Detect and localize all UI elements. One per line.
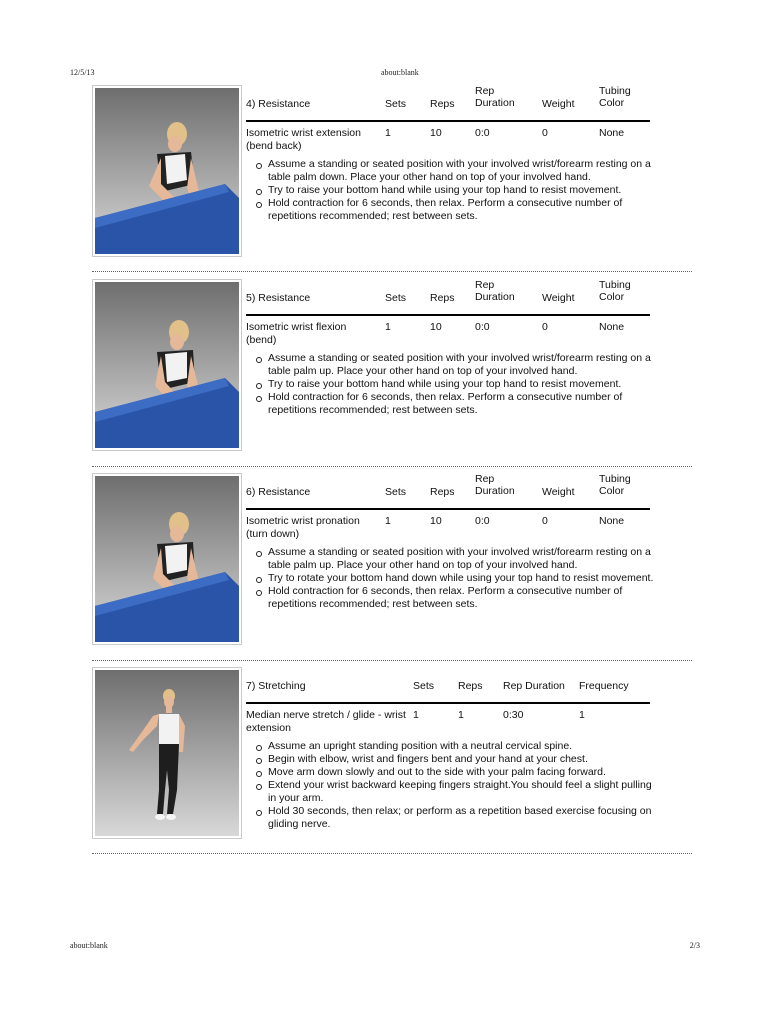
sets-value: 1 — [413, 709, 419, 721]
table-row — [246, 316, 650, 350]
table-header — [246, 279, 650, 316]
section-divider — [92, 466, 692, 467]
instruction-item: Try to raise your bottom hand while using your top hand to resist movement. — [268, 184, 656, 197]
print-header — [70, 68, 700, 80]
instructions — [246, 546, 656, 611]
instruction-item: Hold contraction for 6 seconds, then relax. Perform a consecutive number of repetitions recommended; rest between sets. — [268, 391, 656, 417]
col-rep-duration: Rep Duration — [475, 473, 515, 497]
exercise-heading: 5) Resistance — [246, 292, 311, 304]
weight-value: 0 — [542, 321, 548, 333]
instruction-item: Try to rotate your bottom hand down while using your top hand to resist movement. — [268, 572, 656, 585]
instruction-item: Assume a standing or seated position with your involved wrist/forearm resting on a table palm up. Place your other hand on top of your involved hand. — [268, 352, 656, 378]
col-reps: Reps — [430, 486, 455, 498]
instruction-item: Extend your wrist backward keeping fingers straight.You should feel a slight pulling in your arm. — [268, 779, 656, 805]
sets-value: 1 — [385, 321, 391, 333]
col-sets: Sets — [385, 292, 407, 304]
exercise-table — [246, 85, 650, 156]
col-weight: Weight — [542, 292, 575, 304]
exercise-table — [246, 279, 650, 350]
rep-duration-value: 0:0 — [475, 515, 490, 527]
rep-duration-value: 0:0 — [475, 127, 490, 139]
reps-value: 10 — [430, 127, 442, 139]
weight-value: 0 — [542, 515, 548, 527]
reps-value: 10 — [430, 321, 442, 333]
print-footer — [70, 941, 700, 953]
woman-at-table-illustration — [95, 476, 239, 642]
exercise-table — [246, 667, 650, 738]
instruction-item: Try to raise your bottom hand while using your top hand to resist movement. — [268, 378, 656, 391]
table-header — [246, 473, 650, 510]
instructions — [246, 740, 656, 831]
instruction-item: Hold 30 seconds, then relax; or perform as a repetition based exercise focusing on gliding nerve. — [268, 805, 656, 831]
table-row — [246, 122, 650, 156]
col-reps: Reps — [430, 292, 455, 304]
exercise-illustration — [92, 85, 242, 257]
woman-standing-stretch-illustration — [95, 670, 239, 836]
table-header — [246, 667, 650, 704]
exercise-heading: 7) Stretching — [246, 680, 306, 692]
col-weight: Weight — [542, 486, 575, 498]
instruction-item: Hold contraction for 6 seconds, then relax. Perform a consecutive number of repetitions recommended; rest between sets. — [268, 197, 656, 223]
tubing-color-value: None — [599, 127, 625, 139]
instruction-item: Assume a standing or seated position with your involved wrist/forearm resting on a table palm up. Place your other hand on top of your involved hand. — [268, 546, 656, 572]
table-row — [246, 510, 650, 544]
print-date: 12/5/13 — [70, 68, 95, 77]
section-divider — [92, 271, 692, 272]
instruction-item: Hold contraction for 6 seconds, then relax. Perform a consecutive number of repetitions recommended; rest between sets. — [268, 585, 656, 611]
reps-value: 10 — [430, 515, 442, 527]
instruction-item: Assume an upright standing position with a neutral cervical spine. — [268, 740, 656, 753]
sets-value: 1 — [385, 515, 391, 527]
instructions — [246, 158, 656, 223]
instruction-item: Move arm down slowly and out to the side with your palm facing forward. — [268, 766, 656, 779]
page-number: 2/3 — [689, 941, 700, 950]
frequency-value: 1 — [579, 709, 585, 721]
col-rep-duration: Rep Duration — [475, 85, 515, 109]
col-reps: Reps — [458, 680, 483, 692]
tubing-color-value: None — [599, 321, 625, 333]
col-frequency: Frequency — [579, 680, 629, 692]
print-url: about:blank — [70, 941, 108, 950]
woman-at-table-illustration — [95, 88, 239, 254]
exercise-illustration — [92, 473, 242, 645]
rep-duration-value: 0:0 — [475, 321, 490, 333]
table-header — [246, 85, 650, 122]
exercise-name: Median nerve stretch / glide - wrist extension — [246, 709, 406, 734]
print-url: about:blank — [381, 68, 419, 77]
reps-value: 1 — [458, 709, 464, 721]
col-sets: Sets — [413, 680, 435, 692]
table-row — [246, 704, 650, 738]
col-tubing-color: Tubing Color — [599, 473, 631, 497]
exercise-name: Isometric wrist flexion (bend) — [246, 321, 347, 346]
exercise-table — [246, 473, 650, 544]
col-reps: Reps — [430, 98, 455, 110]
col-sets: Sets — [385, 98, 407, 110]
exercise-heading: 6) Resistance — [246, 486, 311, 498]
exercise-name: Isometric wrist pronation (turn down) — [246, 515, 360, 540]
col-sets: Sets — [385, 486, 407, 498]
col-tubing-color: Tubing Color — [599, 279, 631, 303]
section-divider — [92, 660, 692, 661]
col-tubing-color: Tubing Color — [599, 85, 631, 109]
instruction-item: Begin with elbow, wrist and fingers bent and your hand at your chest. — [268, 753, 656, 766]
woman-at-table-illustration — [95, 282, 239, 448]
instructions — [246, 352, 656, 417]
weight-value: 0 — [542, 127, 548, 139]
col-rep-duration: Rep Duration — [475, 279, 515, 303]
tubing-color-value: None — [599, 515, 625, 527]
col-rep-duration: Rep Duration — [503, 680, 565, 692]
col-weight: Weight — [542, 98, 575, 110]
exercise-heading: 4) Resistance — [246, 98, 311, 110]
exercise-illustration — [92, 667, 242, 839]
instruction-item: Assume a standing or seated position with your involved wrist/forearm resting on a table palm down. Place your other hand on top of your involved hand. — [268, 158, 656, 184]
rep-duration-value: 0:30 — [503, 709, 524, 721]
sets-value: 1 — [385, 127, 391, 139]
section-divider — [92, 853, 692, 854]
exercise-name: Isometric wrist extension (bend back) — [246, 127, 361, 152]
exercise-illustration — [92, 279, 242, 451]
